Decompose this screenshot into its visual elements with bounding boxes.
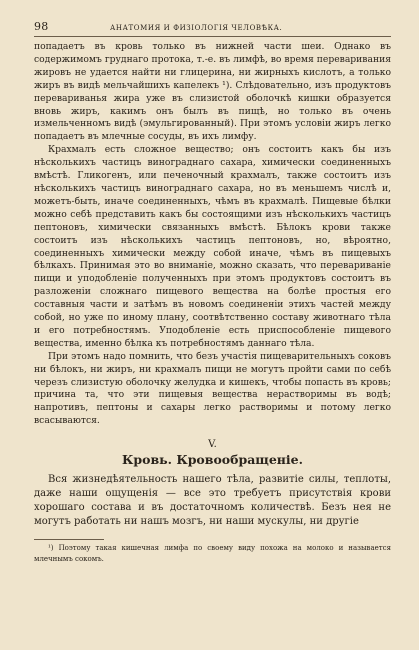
- running-title: АНАТОМИЯ И ФИЗІОЛОГІЯ ЧЕЛОВѢКА.: [110, 24, 283, 32]
- footnote-text: ¹) Поэтому такая кишечная лимфа по своему виду похожа на молоко и называется млечнымъ сокомъ.: [34, 544, 391, 563]
- paragraph-blood-intro: Вся жизнедѣятельность нашего тѣла, развитіе силы, теплоты, даже наши ощущенія — все это требуетъ присутствія крови хорошаго состава и въ достаточномъ количествѣ. Безъ нея не могутъ работать ни нашъ мозгъ, ни наши мускулы, ни другіе: [34, 474, 391, 528]
- paragraph-starch: Крахмалъ есть сложное вещество; онъ состоитъ какъ бы изъ нѣсколькихъ частицъ винограднаго сахара, химически соединенныхъ вмѣстѣ. Гликогенъ, или печеночный крахмалъ, также состоитъ изъ нѣсколькихъ частицъ винограднаго сахара, но въ меньшемъ числѣ и, можетъ-быть, иначе соединенныхъ, чѣмъ въ крахмалѣ. Пищевые бѣлки можно себѣ представить какъ бы состоящими изъ нѣсколькихъ частицъ пептоновъ, химически связанныхъ вмѣстѣ. Бѣлокъ крови также состоитъ изъ нѣсколькихъ частицъ пептоновъ, но, вѣроятно, соединенныхъ химически между собой иначе, чѣмъ въ пищевыхъ бѣлкахъ. Принимая это во вниманіе, можно сказать, что перевариваніе пищи и уподобленіе полученныхъ при этомъ продуктовъ состоитъ въ разложеніи сложнаго пищевого вещества на болѣе простыя его составныя части и затѣмъ въ новомъ соединеніи этихъ частей между собой, но уже по иному плану, соотвѣтственно составу животнаго тѣла и его потребностямъ. Уподобленіе есть приспособленіе пищевого вещества, именно бѣлка къ потребностямъ даннаго тѣла.: [34, 144, 391, 349]
- running-header: [34, 20, 391, 37]
- footnote-rule: [34, 539, 104, 540]
- section-number: V.: [208, 439, 217, 451]
- paragraph-digestive-juices: При этомъ надо помнить, что безъ участія пищеварительныхъ соковъ ни бѣлокъ, ни жиръ, ни крахмалъ пищи не могутъ пройти сами по себѣ черезъ слизистую оболочку желудка и кишекъ, чтобы попасть въ кровь; причина та, что эти пищевыя вещества нерастворимы въ водѣ; напротивъ, пептоны и сахары легко растворимы и потому легко всасываются.: [34, 350, 391, 427]
- section-title: Кровь. Кровообращеніе.: [122, 452, 303, 468]
- paragraph-continued: попадаетъ въ кровь только въ нижней части шеи. Однако въ содержимомъ груднаго протока, т.-е. въ лимфѣ, во время переваривания жировъ не удается найти ни глицерина, ни жирныхъ кислотъ, а только жиръ въ видѣ мельчайшихъ капелекъ ¹). Слѣдовательно, изъ продуктовъ перевариванья жира уже въ слизистой оболочкѣ кишки образуется вновь жиръ, какимъ онъ былъ въ пищѣ, но только въ очень измельченномъ видѣ (эмульгированный). При этомъ условіи жиръ легко попадаетъ въ млечные сосуды, въ ихъ лимфу.: [34, 41, 391, 143]
- page-body: [34, 41, 391, 529]
- footnote: [34, 543, 391, 564]
- page-number: 98: [34, 20, 49, 33]
